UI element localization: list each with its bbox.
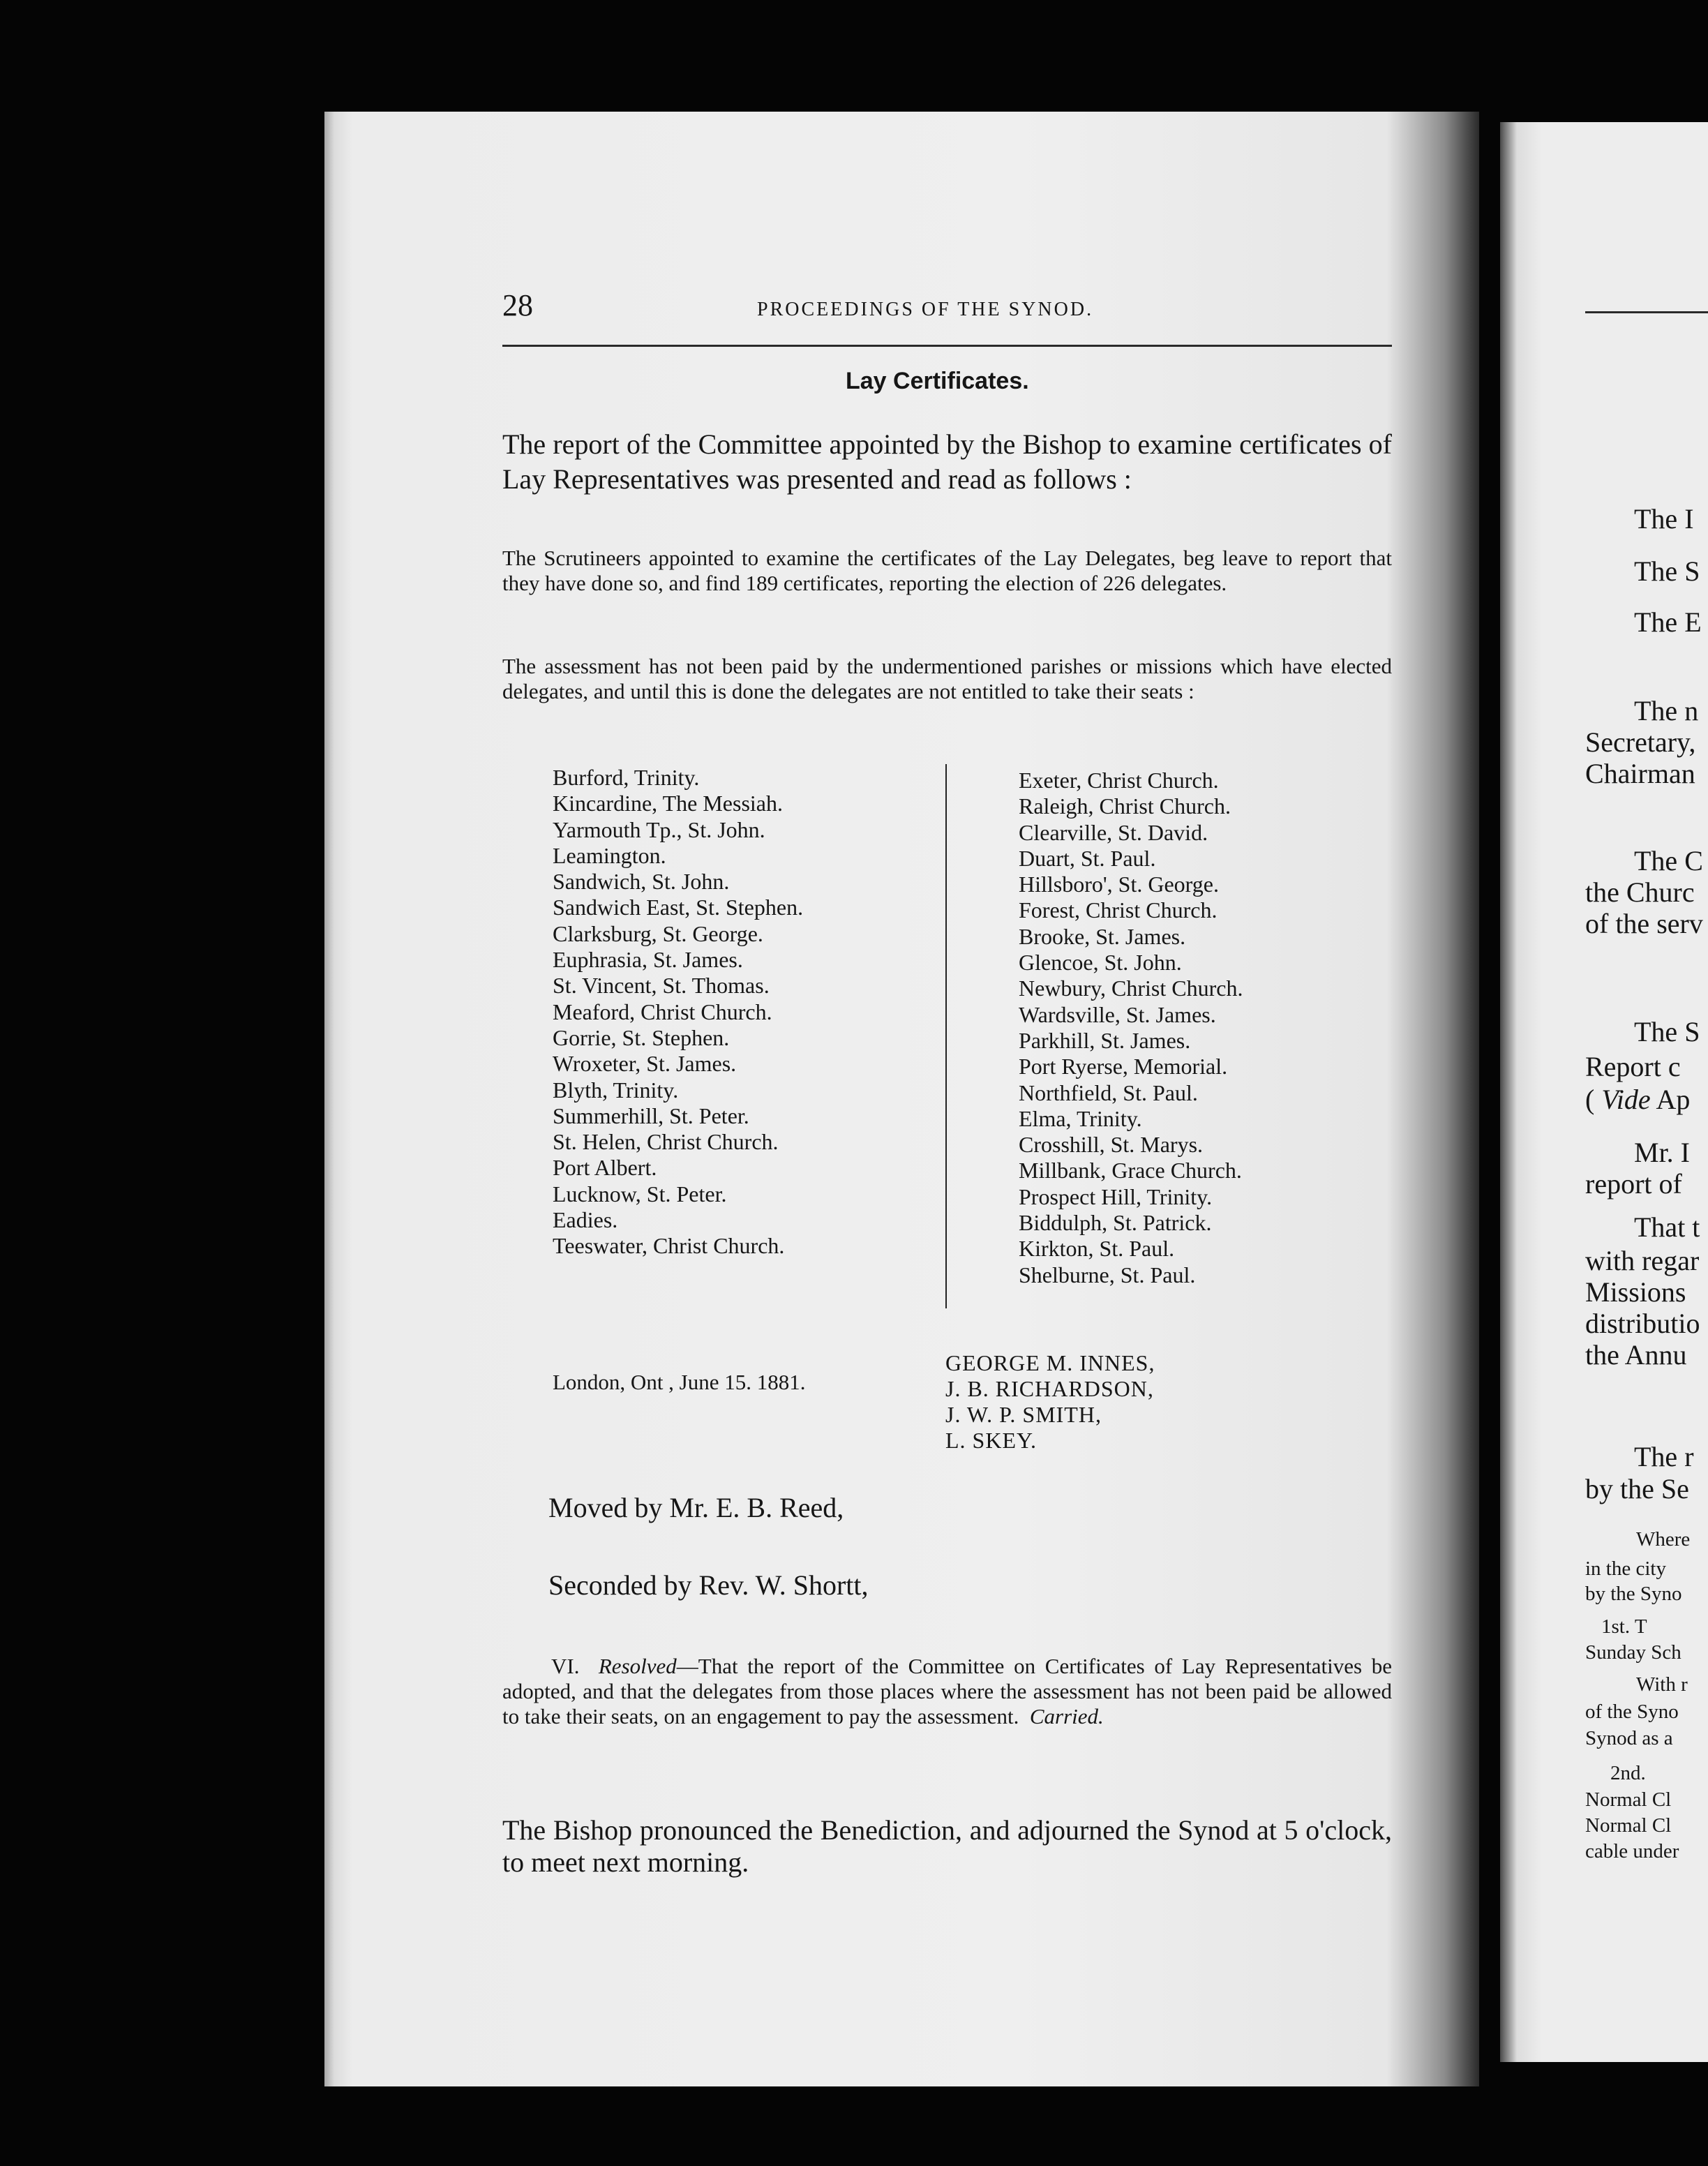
parish-list-left: [553, 765, 803, 1260]
benediction-paragraph: The Bishop pronounced the Benediction, and adjourned the Synod at 5 o'clock, to meet next morning.: [502, 1814, 1392, 1878]
parish-item: Euphrasia, St. James.: [553, 947, 743, 973]
signer-name: GEORGE M. INNES,: [945, 1350, 1155, 1375]
right-page-line: The C: [1634, 845, 1703, 876]
parish-item: Parkhill, St. James.: [1019, 1027, 1191, 1053]
parish-item: St. Vincent, St. Thomas.: [553, 973, 770, 999]
right-page-line: 1st. T: [1601, 1615, 1647, 1638]
right-page-line: With r: [1636, 1673, 1688, 1696]
right-page-line: of the serv: [1585, 908, 1703, 939]
seconded-by: Seconded by Rev. W. Shortt,: [548, 1569, 869, 1601]
section-heading: Lay Certificates.: [846, 368, 1029, 394]
parish-item: Lucknow, St. Peter.: [553, 1181, 727, 1207]
parish-item: Meaford, Christ Church.: [553, 999, 772, 1024]
right-page-line: Sunday Sch: [1585, 1641, 1681, 1664]
right-page-line: Mr. I: [1634, 1137, 1690, 1168]
intro-paragraph: The report of the Committee appointed by the Bishop to examine certificates of Lay Representatives was presented and read as follows :: [502, 428, 1392, 495]
parish-item: Sandwich East, St. Stephen.: [553, 895, 804, 920]
resolution-text: —That the report of the Committee on Certificates of Lay Representatives be adopted, and that the delegates from those places where the assessment has not been paid be allowed to take their seats, on an engagement to pay the assessment.: [502, 1654, 1393, 1728]
right-page-line: Report c: [1585, 1051, 1681, 1082]
right-page-line: The r: [1634, 1441, 1694, 1472]
right-page-line: Chairman: [1585, 758, 1695, 789]
moved-by: Moved by Mr. E. B. Reed,: [548, 1492, 844, 1523]
signer-name: L. SKEY.: [945, 1428, 1037, 1453]
parish-item: Gorrie, St. Stephen.: [553, 1024, 730, 1050]
right-page-line: Synod as a: [1585, 1727, 1673, 1749]
right-page-line: in the city: [1585, 1558, 1666, 1580]
parish-item: Clarksburg, St. George.: [553, 920, 763, 946]
parish-item: Northfield, St. Paul.: [1019, 1080, 1198, 1105]
right-page-line: The n: [1634, 695, 1699, 726]
right-page-line: cable under: [1585, 1840, 1679, 1862]
parish-item: Exeter, Christ Church.: [1019, 768, 1219, 793]
right-page-line: The E: [1634, 606, 1702, 638]
right-page-line: That t: [1634, 1211, 1700, 1243]
parish-item: Crosshill, St. Marys.: [1019, 1132, 1204, 1158]
right-page-line: The I: [1634, 503, 1694, 535]
right-page-line: Normal Cl: [1585, 1814, 1672, 1837]
parish-item: Newbury, Christ Church.: [1019, 976, 1243, 1001]
right-page-header-rule: [1585, 311, 1708, 313]
parish-item: Leamington.: [553, 842, 666, 868]
place-date: London, Ont , June 15. 1881.: [553, 1370, 806, 1394]
parish-item: Kincardine, The Messiah.: [553, 791, 783, 816]
parish-item: Elma, Trinity.: [1019, 1105, 1142, 1131]
parish-item: Hillsboro', St. George.: [1019, 872, 1219, 897]
resolution-paragraph: [502, 1654, 1392, 1729]
right-page-line: The S: [1634, 555, 1700, 587]
parish-item: Clearville, St. David.: [1019, 819, 1208, 845]
right-page-line: Secretary,: [1585, 726, 1696, 758]
parish-item: Shelburne, St. Paul.: [1019, 1262, 1196, 1287]
parish-item: Summerhill, St. Peter.: [553, 1103, 749, 1128]
parish-item: Blyth, Trinity.: [553, 1077, 679, 1103]
right-page-line: by the Se: [1585, 1473, 1689, 1504]
right-page-line: ( Vide Ap: [1585, 1084, 1691, 1115]
parish-item: Kirkton, St. Paul.: [1019, 1236, 1175, 1262]
assessment-paragraph: The assessment has not been paid by the undermentioned parishes or missions which have elected delegates, and until this is done the delegates are not entitled to take their seats :: [502, 654, 1392, 703]
right-page-line: by the Syno: [1585, 1583, 1682, 1605]
right-page-line: the Churc: [1585, 876, 1695, 908]
parish-item: Burford, Trinity.: [553, 765, 700, 790]
signer-name: J. W. P. SMITH,: [945, 1402, 1102, 1427]
right-page-line: Where: [1636, 1528, 1691, 1551]
parish-item: Teeswater, Christ Church.: [553, 1233, 785, 1259]
parish-list-right: [1019, 768, 1243, 1288]
parish-item: Biddulph, St. Patrick.: [1019, 1210, 1212, 1236]
parish-item: Port Ryerse, Memorial.: [1019, 1054, 1228, 1080]
parish-item: Millbank, Grace Church.: [1019, 1158, 1242, 1183]
running-head: PROCEEDINGS OF THE SYNOD.: [757, 299, 1094, 320]
signers-list: [945, 1350, 1155, 1454]
resolution-number: VI.: [551, 1654, 580, 1678]
scrutineers-paragraph: The Scrutineers appointed to examine the certificates of the Lay Delegates, beg leave to report that they have done so, and find 189 certificates, reporting the election of 226 delegates.: [502, 546, 1392, 595]
page-number: 28: [502, 288, 533, 322]
right-page-line: Normal Cl: [1585, 1788, 1672, 1811]
parish-item: Brooke, St. James.: [1019, 923, 1186, 949]
column-divider: [945, 764, 947, 1308]
right-page-line: of the Syno: [1585, 1701, 1679, 1723]
parish-item: Port Albert.: [553, 1155, 657, 1181]
signer-name: J. B. RICHARDSON,: [945, 1376, 1154, 1401]
header-rule: [502, 345, 1392, 347]
right-page-line: distributio: [1585, 1308, 1700, 1339]
parish-item: Prospect Hill, Trinity.: [1019, 1183, 1213, 1209]
right-page-line: the Annu: [1585, 1339, 1687, 1370]
right-page-line: with regar: [1585, 1245, 1700, 1276]
parish-item: Wardsville, St. James.: [1019, 1001, 1216, 1027]
parish-item: Glencoe, St. John.: [1019, 950, 1182, 976]
parish-item: Raleigh, Christ Church.: [1019, 793, 1231, 819]
right-page-line: report of: [1585, 1168, 1682, 1200]
parish-item: Yarmouth Tp., St. John.: [553, 816, 765, 842]
parish-item: Sandwich, St. John.: [553, 869, 730, 895]
carried-word: Carried.: [1029, 1704, 1104, 1728]
parish-item: Wroxeter, St. James.: [553, 1051, 737, 1077]
parish-item: Duart, St. Paul.: [1019, 845, 1156, 871]
book-page-left: [324, 112, 1479, 2086]
parish-item: St. Helen, Christ Church.: [553, 1129, 779, 1155]
right-page-line: Missions: [1585, 1276, 1686, 1308]
parish-item: Eadies.: [553, 1207, 618, 1233]
right-page-line: The S: [1634, 1016, 1700, 1047]
resolved-word: Resolved: [598, 1654, 677, 1678]
right-page-line: 2nd.: [1610, 1762, 1646, 1784]
parish-item: Forest, Christ Church.: [1019, 897, 1218, 923]
